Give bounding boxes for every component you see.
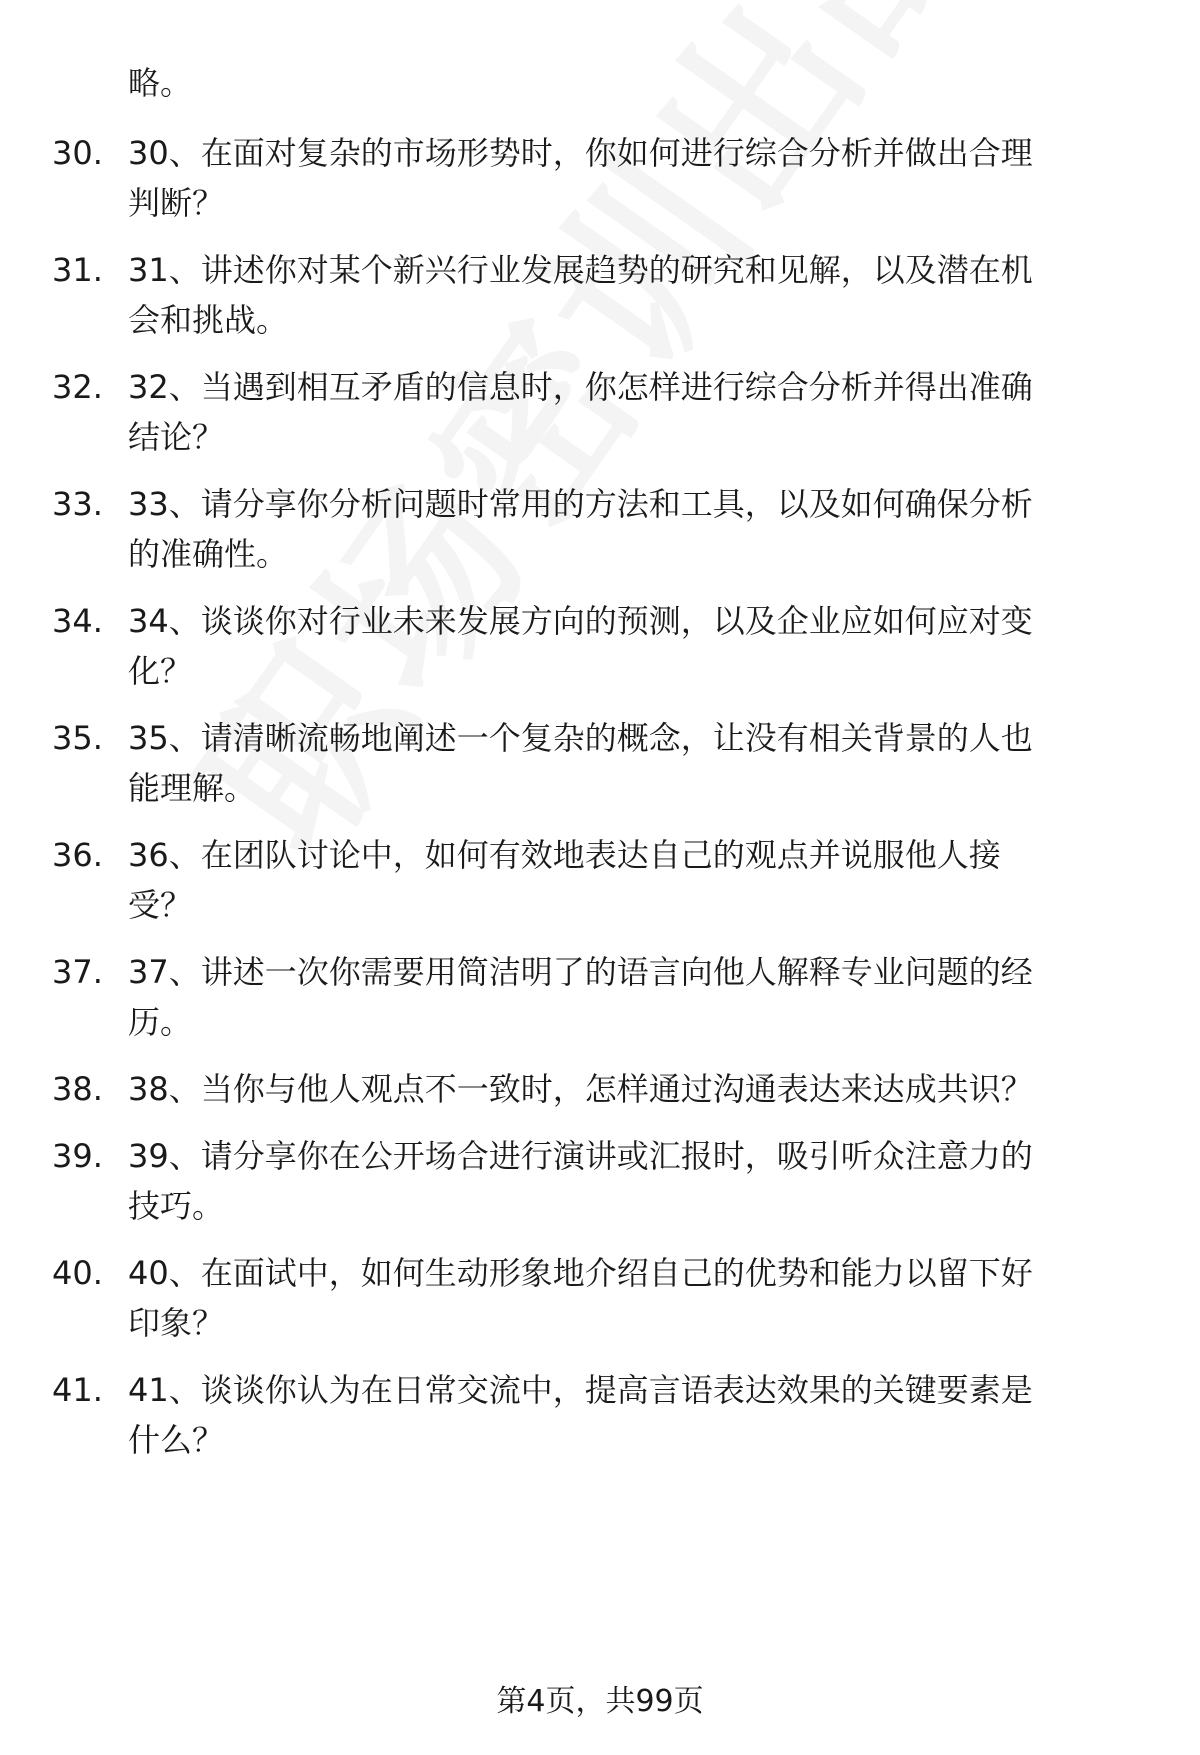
item-number: 31. [52,251,103,289]
item-line: 37、讲述一次你需要用简洁明了的语言向他人解释专业问题的经 [128,953,1033,991]
item-line: 33、请分享你分析问题时常用的方法和工具，以及如何确保分析 [128,485,1033,523]
item-text [128,713,1146,813]
item-line: 什么？ [128,1421,225,1459]
item-line: 判断？ [128,184,225,222]
item-number: 32. [52,368,103,406]
item-number: 41. [52,1371,103,1409]
item-line: 的准确性。 [128,535,289,573]
item-text [128,947,1146,1047]
item-line: 结论？ [128,418,225,456]
item-text [128,1365,1146,1465]
item-number: 33. [52,485,103,523]
item-line: 印象？ [128,1304,225,1342]
item-number: 34. [52,602,103,640]
item-number: 39. [52,1137,103,1175]
item-number: 38. [52,1070,103,1108]
item-number: 35. [52,719,103,757]
item-line: 30、在面对复杂的市场形势时，你如何进行综合分析并做出合理 [128,134,1033,172]
item-text [128,1248,1146,1348]
item-text [128,362,1146,462]
item-text [128,1064,1146,1114]
item-text [128,596,1146,696]
item-line: 38、当你与他人观点不一致时，怎样通过沟通表达来达成共识？ [128,1070,1033,1108]
item-number: 36. [52,836,103,874]
item-line: 32、当遇到相互矛盾的信息时，你怎样进行综合分析并得出准确 [128,368,1033,406]
item-line: 39、请分享你在公开场合进行演讲或汇报时，吸引听众注意力的 [128,1137,1033,1175]
item-number: 37. [52,953,103,991]
item-line: 能理解。 [128,769,257,807]
item-line: 36、在团队讨论中，如何有效地表达自己的观点并说服他人接 [128,836,1001,874]
item-number: 30. [52,134,103,172]
item-line: 31、讲述你对某个新兴行业发展趋势的研究和见解，以及潜在机 [128,251,1033,289]
item-text [128,830,1146,930]
page-footer: 第4页，共99页 [496,1684,704,1719]
item-line: 34、谈谈你对行业未来发展方向的预测，以及企业应如何应对变 [128,602,1033,640]
item-text [128,128,1146,228]
item-line: 35、请清晰流畅地阐述一个复杂的概念，让没有相关背景的人也 [128,719,1033,757]
item-number: 40. [52,1254,103,1292]
item-line: 历。 [128,1003,193,1041]
item-text [128,245,1146,345]
item-line: 41、谈谈你认为在日常交流中，提高言语表达效果的关键要素是 [128,1371,1033,1409]
item-text [128,479,1146,579]
item-text [128,1131,1146,1231]
item-line: 会和挑战。 [128,301,289,339]
item-line: 受？ [128,886,193,924]
item-line: 40、在面试中，如何生动形象地介绍自己的优势和能力以留下好 [128,1254,1033,1292]
continuation-text: 略。 [128,64,193,102]
item-line: 化？ [128,652,193,690]
item-line: 技巧。 [128,1187,225,1225]
